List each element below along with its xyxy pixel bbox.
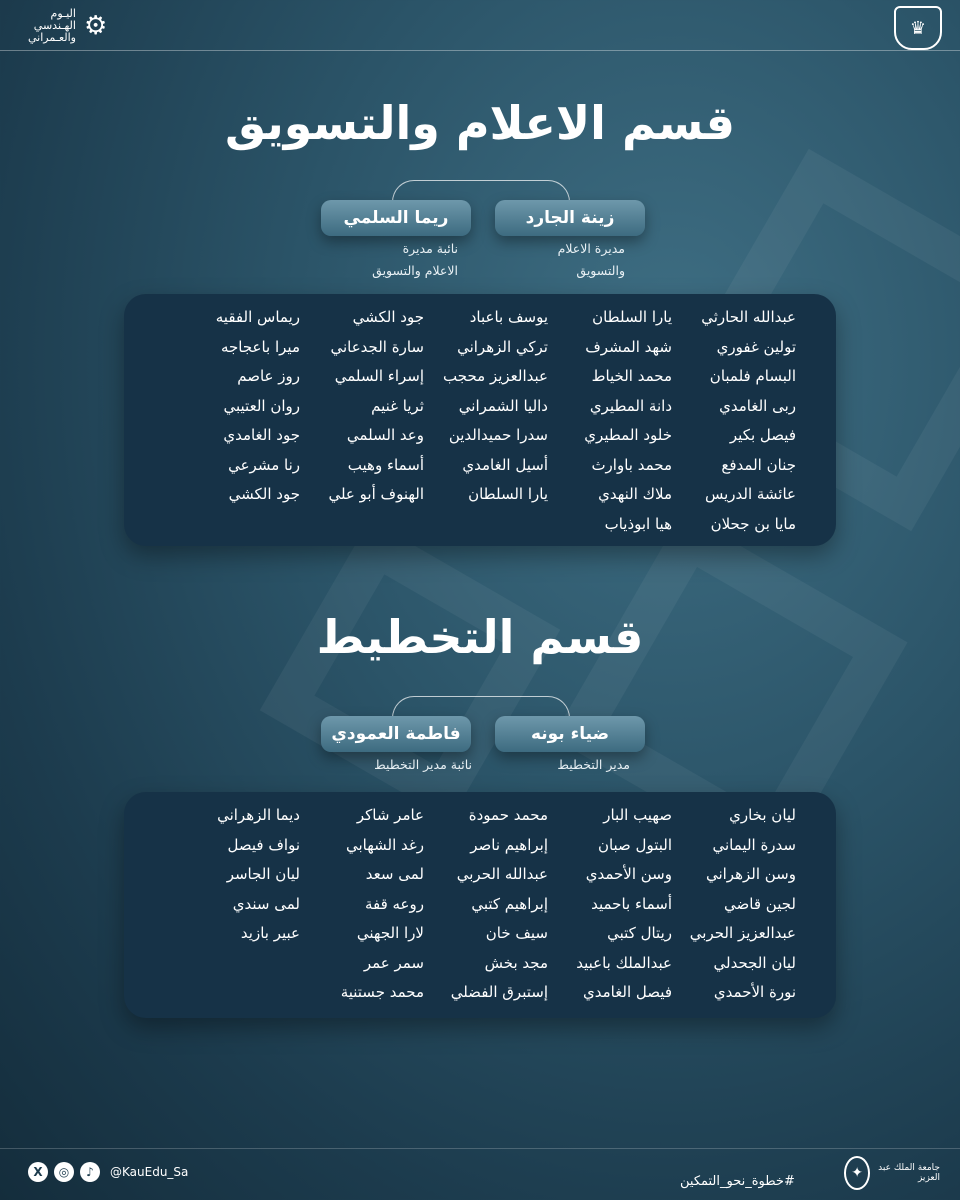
member-name: أسماء وهيب [347,455,424,474]
member-name: شهد المشرف [585,337,672,356]
members-column [424,806,548,1013]
member-name: البسام فلمبان [709,367,796,385]
member-name: يارا السلطان [592,308,672,326]
member-name: عبدالملك باعبيد [576,953,672,972]
member-name: وعد السلمي [346,426,424,444]
member-name: ثريا غنيم [371,396,424,415]
planning-members-panel [124,792,836,1018]
planning-members-grid [176,806,796,1013]
header-divider [0,50,960,51]
media-members-grid [176,308,796,544]
member-name: جود الغامدي [223,426,300,444]
member-name: سدرة اليماني [712,835,796,854]
tiktok-icon[interactable]: ♪ [80,1162,100,1182]
members-column [672,806,796,1013]
member-name: صهيب البار [603,806,672,824]
media-members-panel [124,294,836,546]
member-name: إبراهيم كتبي [471,894,548,913]
member-name: مايا بن جحلان [710,514,796,533]
university-text: جامعة الملك عبد العزيز [878,1163,940,1183]
lead-deputy-box: فاطمة العمودي [321,716,471,752]
member-name: نواف فيصل [227,835,300,854]
member-name: الهنوف أبو علي [328,485,424,503]
member-name: تولين غفوري [716,337,796,356]
member-name: سارة الجدعاني [330,337,424,356]
member-name: فيصل بكير [729,426,796,444]
member-name: عبدالله الحربي [456,865,548,883]
members-column [548,308,672,544]
members-column [300,308,424,544]
event-logo [28,8,107,44]
member-name: يارا السلطان [468,485,548,503]
university-logo [844,1156,940,1190]
member-name: نورة الأحمدي [713,983,796,1001]
lead-deputy-role: نائبة مديرة الاعلام والتسويق [372,241,458,278]
members-column [424,308,548,544]
member-name: ليان الجاسر [226,865,300,883]
member-name: يوسف باعباد [469,308,548,326]
member-name: عبدالله الحارثي [701,308,796,326]
member-name: محمد باوارث [591,455,672,474]
member-name: وسن الزهراني [705,865,796,883]
event-logo-text: اليـوم الهـندسي والعـمراني [28,7,76,44]
social-handle[interactable]: @KauEdu_Sa [110,1165,189,1179]
member-name: ربى الغامدي [719,396,796,415]
lead-manager-box: ضياء بونه [495,716,645,752]
lead-manager-role: مدير التخطيط [557,757,630,772]
member-name: ريماس الفقيه [215,308,300,326]
member-name: ملاك النهدي [598,485,672,503]
member-name: عائشة الدريس [704,485,796,503]
header [0,0,960,50]
members-column [672,308,796,544]
lead-deputy-box: ريما السلمي [321,200,471,236]
member-name: داليا الشمراني [458,396,548,415]
member-name: محمد حمودة [468,806,548,824]
members-column [300,806,424,1013]
member-name: ريتال كتبي [607,924,672,942]
member-name: لمى سندي [232,894,300,913]
university-emblem-icon: ✦ [844,1156,870,1190]
member-name: روز عاصم [237,367,300,385]
gears-icon: ⚙ [83,11,108,41]
members-column [176,806,300,1013]
members-column [548,806,672,1013]
member-name: إسراء السلمي [334,367,424,385]
member-name: البتول صبان [597,835,672,854]
member-name: عبير بازيد [240,924,300,942]
member-name: ميرا باعجاجه [220,337,300,356]
member-name: جود الكشي [352,308,424,326]
member-name: وسن الأحمدي [585,865,672,883]
member-name: عامر شاكر [356,806,424,824]
member-name: ليان الجحدلي [713,953,796,972]
member-name: سيف خان [485,924,548,942]
lead-deputy-role: نائبة مدير التخطيط [374,757,472,772]
member-name: أسماء باحميد [591,894,672,913]
lead-manager-role: مديرة الاعلام والتسويق [557,241,625,278]
crest-icon: ♛ [894,6,942,50]
media-section-title: قسم الاعلام والتسويق [225,96,735,150]
member-name: دانة المطيري [589,396,672,415]
footer-divider [0,1148,960,1149]
campaign-hashtag: #خطوة_نحو_التمكين [680,1174,795,1189]
member-name: فيصل الغامدي [582,983,672,1001]
planning-section-title: قسم التخطيط [316,610,644,664]
member-name: رنا مشرعي [228,455,300,474]
member-name: عبدالعزيز محجب [443,367,548,385]
member-name: لارا الجهني [356,924,424,942]
member-name: إبراهيم ناصر [470,835,548,854]
member-name: تركي الزهراني [457,337,548,356]
member-name: رغد الشهابي [345,835,424,854]
member-name: سدرا حميدالدين [448,426,548,444]
member-name: جود الكشي [228,485,300,503]
member-name: خلود المطيري [584,426,672,444]
member-name: محمد جستنية [340,983,424,1001]
lead-manager-box: زينة الجارد [495,200,645,236]
social-links [28,1162,188,1182]
members-column [176,308,300,544]
member-name: لجين قاضي [724,894,796,913]
member-name: روعه قفة [364,894,424,913]
member-name: ليان بخاري [729,806,796,824]
instagram-icon[interactable]: ◎ [54,1162,74,1182]
member-name: عبدالعزيز الحربي [689,924,796,942]
member-name: إستبرق الفضلي [450,983,548,1001]
member-name: أسيل الغامدي [462,455,548,474]
member-name: سمر عمر [363,953,424,972]
member-name: جنان المدفع [721,455,796,474]
member-name: ديما الزهراني [217,806,300,824]
x-icon[interactable]: X [28,1162,48,1182]
member-name: هيا ابوذياب [604,514,672,533]
member-name: مجد بخش [484,953,548,972]
member-name: لمى سعد [365,865,424,883]
member-name: روان العتيبي [223,396,300,415]
member-name: محمد الخياط [591,367,672,385]
